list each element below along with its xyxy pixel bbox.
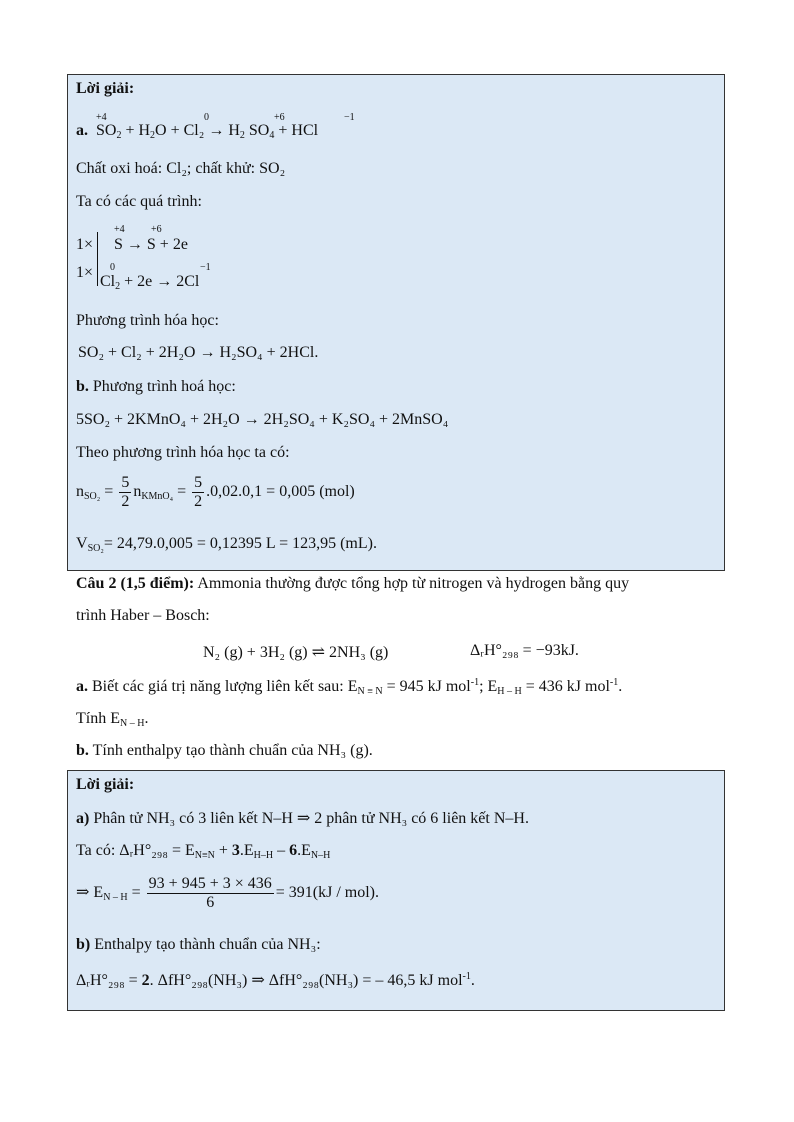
balanced-equation: SO₂ + Cl₂ + 2H₂O → H₂SO₄ + 2HCl.	[78, 344, 319, 361]
oxidation-number: 0	[204, 112, 209, 123]
solution-heading: Lời giải:	[76, 776, 135, 793]
solution-2a: a) Phân tử NH₃ có 3 liên kết N–H ⇒ 2 phân tử NH₃ có 6 liên kết N–H.	[76, 810, 529, 827]
enthalpy-bond-equation: Ta có: ΔᵣH°₂₉₈ = $E_{N\equiv N} + 3.E_{H-H} - 6.E_{N-H}$	[76, 842, 331, 861]
oxidation-number: 0	[110, 262, 115, 273]
process-intro: Ta có các quá trình:	[76, 193, 202, 210]
question-2a-line-2: Tính $E_{N - H}$.	[76, 710, 149, 729]
process-2-multiplier: 1×	[76, 264, 94, 281]
process-1-multiplier: 1×	[76, 236, 94, 253]
reaction-enthalpy: ΔᵣH°₂₉₈ = −93kJ.	[470, 642, 579, 659]
solution-heading: Lời giải:	[76, 80, 135, 97]
balanced-intro: Phương trình hóa học:	[76, 312, 219, 329]
oxidation-number: +6	[274, 112, 285, 123]
formation-enthalpy-result: ΔᵣH°₂₉₈ = 2. ΔfH°₂₉₈(NH₃) ⇒ ΔfH°₂₉₈(NH₃) = – 46,5 kJ mol$^{-1}$.	[76, 971, 475, 989]
question-2a: a. Biết các giá trị năng lượng liên kết sau: $E_{N \equiv N} = 945$ kJ mol$^{-1}$; $E_{H - H} = 436$ kJ mol$^{-1}$.	[76, 677, 623, 697]
part-a-label: a.	[76, 122, 88, 139]
question-2-line-2: trình Haber – Bosch:	[76, 607, 210, 624]
oxidation-number: −1	[200, 262, 211, 273]
haber-reaction: N₂ (g) + 3H₂ (g) ⇌ 2NH₃ (g)	[203, 644, 389, 661]
oxidation-number: −1	[344, 112, 355, 123]
equation-b: 5SO₂ + 2KMnO₄ + 2H₂O → 2H₂SO₄ + K₂SO₄ + 2MnSO₄	[76, 411, 449, 428]
mole-calculation: $n_{SO_2}$ = $\frac{5}{2}$ $n_{KMnO_4}$ = $\frac{5}{2}$ .0,02.0,1 = 0,005 (mol)	[76, 474, 355, 510]
equation-a: a. $SO_2 + H_2O + Cl_2 \to H_2$ $SO_4$ + HCl	[76, 122, 319, 141]
calc-intro: Theo phương trình hóa học ta có:	[76, 444, 290, 461]
process-2-equation: $Cl_2 + 2e \to 2Cl$	[100, 273, 200, 292]
process-bracket	[97, 232, 98, 286]
volume-calculation: $V_{SO_2}= 24,79.0,005 = 0,12395$ L = 123,95 (mL).	[76, 535, 377, 554]
question-2b: b. Tính enthalpy tạo thành chuẩn của NH₃ (g).	[76, 742, 373, 759]
solution-2b: b) Enthalpy tạo thành chuẩn của NH₃:	[76, 936, 321, 953]
process-1-equation: S → S + 2e	[114, 236, 188, 253]
bond-energy-calculation: ⇒ $E_{N - H}$ = $\frac{93 + 945 + 3 \times 436}{6}$ = 391(kJ / mol).	[76, 875, 379, 911]
question-2-line-1: Câu 2 (1,5 điểm): Ammonia thường được tổng hợp từ nitrogen và hydrogen bằng quy	[76, 575, 630, 592]
part-b-intro: b. Phương trình hoá học:	[76, 378, 236, 395]
agents-text: Chất oxi hoá: Cl₂; chất khử: SO₂	[76, 160, 286, 177]
oxidation-number: +4	[114, 224, 125, 235]
oxidation-number: +4	[96, 112, 107, 123]
oxidation-number: +6	[151, 224, 162, 235]
